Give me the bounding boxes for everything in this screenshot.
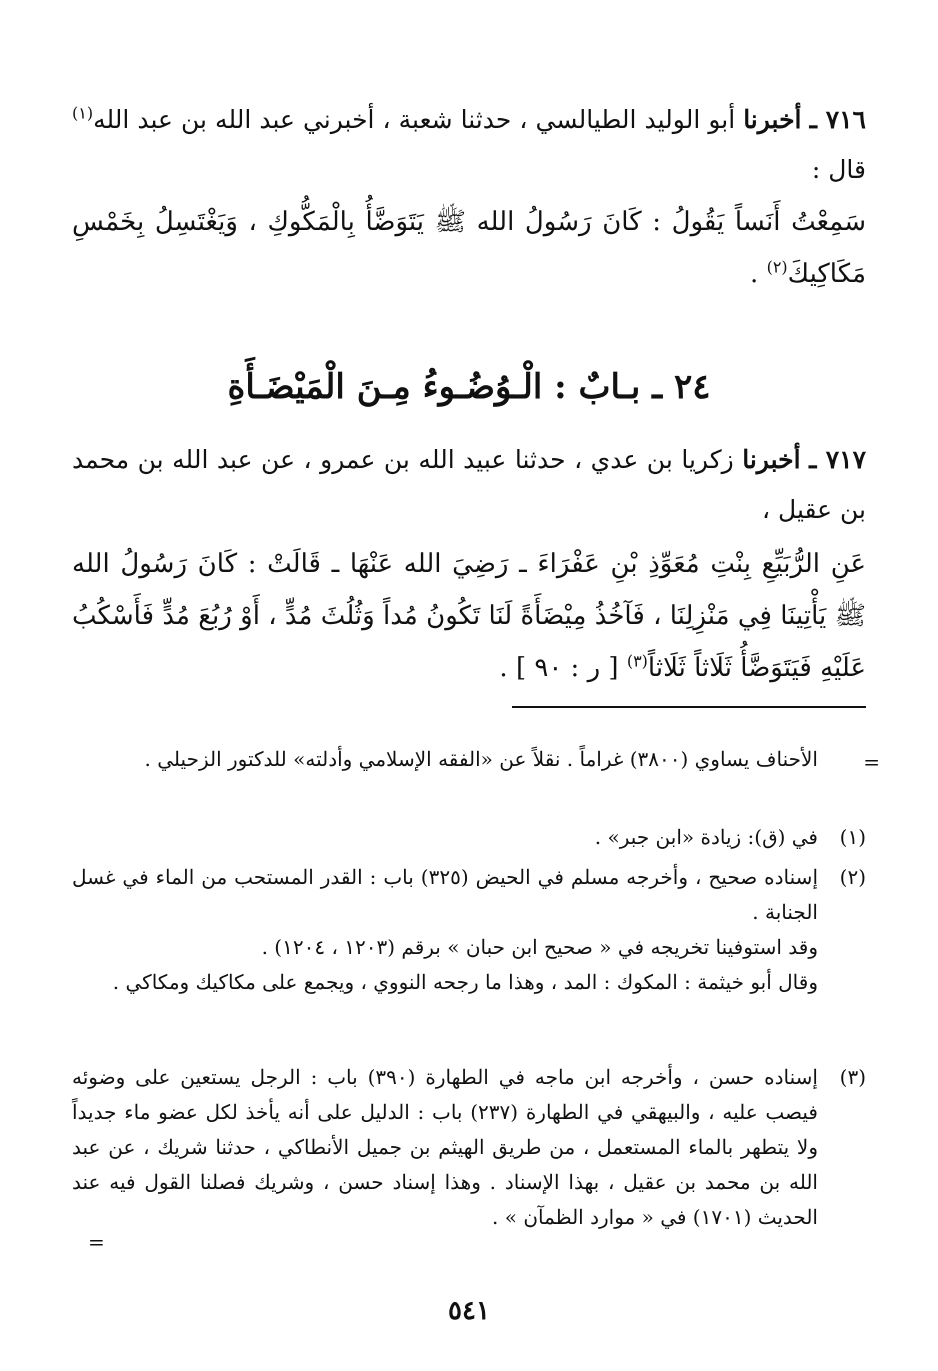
- footnote-text: إسناده حسن ، وأخرجه ابن ماجه في الطهارة (٣٩٠) باب : الرجل يستعين على وضوئه فيصب عليه ، والبيهقي في الطهارة (٢٣٧) باب : الدليل على أنه يأخذ لكل عضو ماء جديداً ولا يتطهر بالماء المستعمل ، من طريق الهيثم بن جميل الأنطاكي ، حدثنا شريك ، عن عبد الله بن محمد بن عقيل ، بهذا الإسناد . وهذا إسناد حسن ، وشريك فصلنا القول فيه عند الحديث (١٧٠١) في « موارد الظمآن » .: [72, 1065, 818, 1229]
- footnote-marker: (١): [72, 103, 94, 123]
- narration-verb: أخبرنا: [743, 105, 802, 134]
- footnote-marker: (٣): [626, 651, 648, 671]
- isnad-text: أبو الوليد الطيالسي ، حدثنا شعبة ، أخبرني عبد الله بن عبد الله: [93, 105, 736, 134]
- isnad-text: زكريا بن عدي ، حدثنا عبيد الله بن عمرو ، عن عبد الله بن محمد بن عقيل ،: [72, 445, 866, 524]
- footnote-continuation: الأحناف يساوي (٣٨٠٠) غراماً . نقلاً عن «الفقه الإسلامي وأدلته» للدكتور الزحيلي .: [144, 747, 818, 771]
- narration-verb: أخبرنا: [742, 445, 801, 474]
- matn-text: سَمِعْتُ أَنَساً يَقُولُ : كَانَ رَسُولُ الله ﷺ يَتَوَضَّأُ بِالْمَكُّوكِ ، وَيَغْتَسِلُ بِخَمْسِ مَكَاكِيكَ: [72, 207, 866, 289]
- continuation-mark: =: [88, 1230, 105, 1254]
- footnote-3: [72, 1060, 866, 1235]
- footnote-text: إسناده صحيح ، وأخرجه مسلم في الحيض (٣٢٥) باب : القدر المستحب من الماء في غسل الجنابة .: [72, 865, 818, 924]
- hadith-717-matn: [72, 538, 866, 694]
- chapter-heading: ٢٤ ـ بـابٌ : الْـوُضُـوءُ مِـنَ الْمَيْضَـأَةِ: [227, 367, 711, 407]
- footnote-number: (٢): [839, 865, 866, 889]
- footnote-number: (٣): [839, 1065, 866, 1089]
- footnote-text: وقد استوفينا تخريجه في « صحيح ابن حبان » برقم (١٢٠٣ ، ١٢٠٤) .: [261, 935, 818, 959]
- matn-text: عَنِ الرُّبَيِّعِ بِنْتِ مُعَوِّذِ بْنِ عَفْرَاءَ ـ رَضِيَ الله عَنْهَا ـ قَالَتْ : كَانَ رَسُولُ الله ﷺ يَأْتِينَا فِي مَنْزِلِنَا ، فَآخُذُ مِيْضَأَةً لَنَا تَكُونُ مُداً وَثُلُثَ مُدٍّ ، أَوْ رُبُعَ مُدٍّ فَأَسْكُبُ عَلَيْهِ فَيَتَوَضَّأُ ثَلَاثاً ثَلَاثاً: [72, 549, 866, 683]
- footnote-text: في (ق): زيادة «ابن جبر» .: [594, 825, 818, 849]
- continuation-mark: =: [863, 750, 880, 774]
- hadith-716-matn: [72, 196, 866, 300]
- footnote-1: [72, 820, 866, 855]
- cross-reference: [ ر : ٩٠ ] .: [499, 653, 619, 683]
- hadith-716-intro: [72, 95, 866, 195]
- footnote-2: [72, 860, 866, 1000]
- page-number: ٥٤١: [448, 1296, 490, 1326]
- hadith-number: ٧١٦ ـ: [809, 105, 866, 134]
- footnote-number: (١): [839, 825, 866, 849]
- hadith-717-intro: [72, 435, 866, 535]
- footnote-divider: [512, 706, 866, 708]
- hadith-number: ٧١٧ ـ: [809, 445, 867, 474]
- isnad-end: قال :: [811, 155, 866, 184]
- footnote-marker: (٢): [766, 257, 788, 277]
- matn-end: .: [750, 259, 759, 289]
- footnote-text: وقال أبو خيثمة : المكوك : المد ، وهذا ما رجحه النووي ، ويجمع على مكاكيك ومكاكي .: [112, 970, 818, 994]
